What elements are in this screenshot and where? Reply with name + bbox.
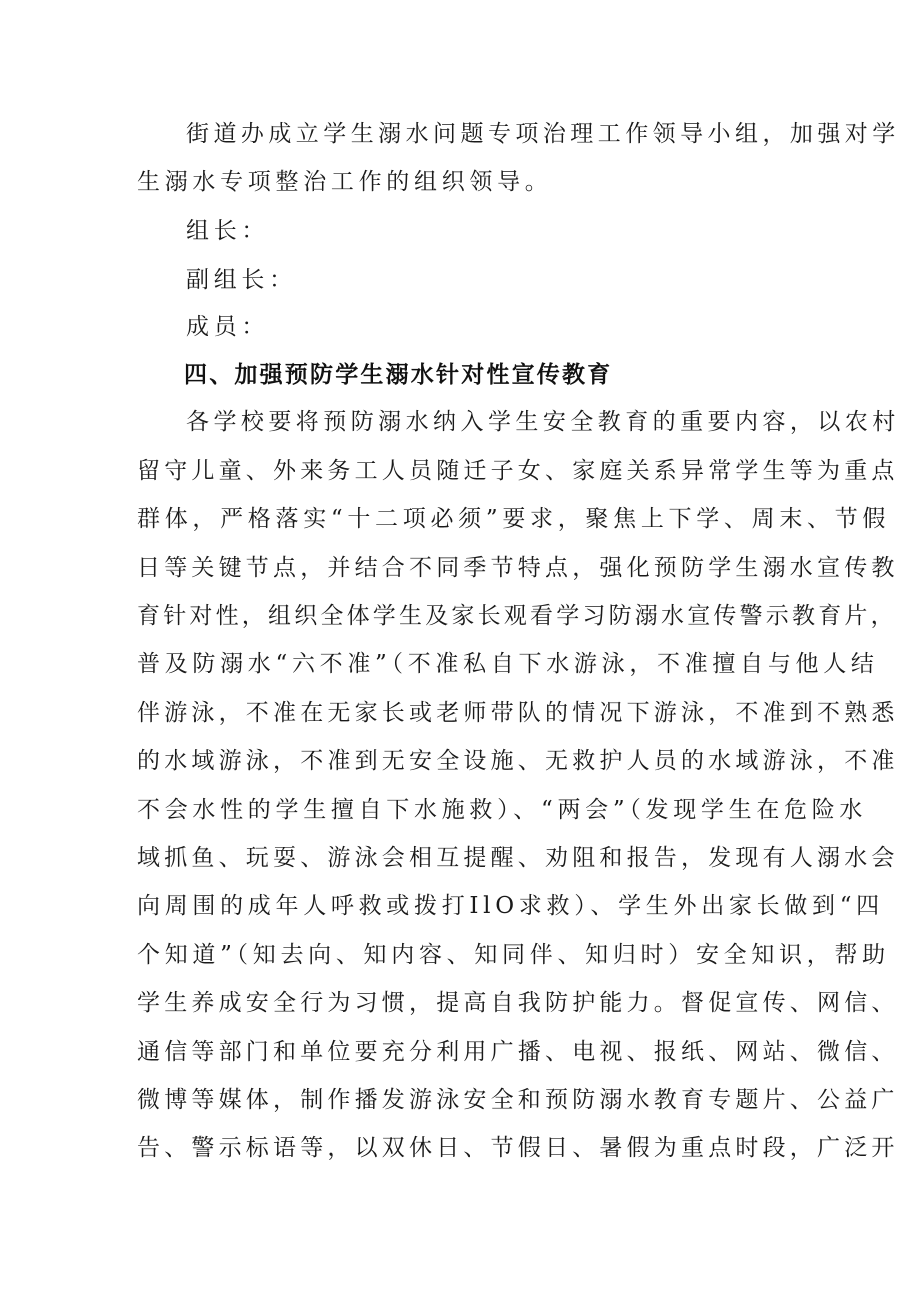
- role-members: [0, 303, 920, 351]
- body-line: [0, 1028, 920, 1076]
- body-line: [0, 592, 920, 640]
- body-line: [0, 544, 920, 592]
- role-deputy-leader: [0, 256, 920, 304]
- intro-line-1: [0, 110, 920, 158]
- intro-line-2: [0, 158, 920, 206]
- body-line-text: 不会水性的学生擅自下水施救）、“两会”（发现学生在危险水: [137, 797, 868, 823]
- body-line-text: 群体，严格落实“十二项必须”要求，聚焦上下学、周末、节假: [137, 506, 891, 532]
- body-line: [0, 1124, 920, 1172]
- section-heading: [0, 351, 920, 399]
- body-line-text: 告、警示标语等，以双休日、节假日、暑假为重点时段，广泛开: [137, 1135, 899, 1161]
- body-line: [0, 931, 920, 979]
- body-line-text: 个知道”（知去向、知内容、知同伴、知归时）安全知识，帮助: [137, 942, 890, 968]
- role-members-text: 成员：: [186, 314, 270, 340]
- body-line: [0, 786, 920, 834]
- body-line: [0, 640, 920, 688]
- body-line: [0, 398, 920, 446]
- body-line-text: 育针对性，组织全体学生及家长观看学习防溺水宣传警示教育片，: [137, 603, 897, 629]
- section-heading-text: 四、加强预防学生溺水针对性宣传教育: [184, 362, 613, 388]
- role-deputy-leader-text: 副组长：: [186, 267, 297, 293]
- role-leader: [0, 207, 920, 255]
- body-line: [0, 737, 920, 785]
- intro-line-2-text: 生溺水专项整治工作的组织领导。: [137, 169, 553, 195]
- body-line-text: 日等关键节点，并结合不同季节特点，强化预防学生溺水宣传教: [137, 555, 899, 581]
- body-line: [0, 1076, 920, 1124]
- body-line: [0, 979, 920, 1027]
- body-line-text: 域抓鱼、玩耍、游泳会相互提醒、劝阻和报告，发现有人溺水会: [137, 845, 899, 871]
- body-line-text: 学生养成安全行为习惯，提高自我防护能力。督促宣传、网信、: [137, 990, 899, 1016]
- role-leader-text: 组长：: [186, 218, 270, 244]
- body-line-text: 向周围的成年人呼救或拨打IlO求救）、学生外出家长做到“四: [137, 893, 884, 919]
- body-line: [0, 834, 920, 882]
- body-line-text: 普及防溺水“六不准”（不准私自下水游泳，不准擅自与他人结: [137, 651, 879, 677]
- body-line: [0, 447, 920, 495]
- body-line-text: 通信等部门和单位要充分利用广播、电视、报纸、网站、微信、: [137, 1039, 899, 1065]
- body-line-text: 微博等媒体，制作播发游泳安全和预防溺水教育专题片、公益广: [137, 1087, 899, 1113]
- body-line: [0, 495, 920, 543]
- body-line-text: 的水域游泳，不准到无安全设施、无救护人员的水域游泳，不准: [137, 748, 899, 774]
- body-line-text: 伴游泳，不准在无家长或老师带队的情况下游泳，不准到不熟悉: [137, 700, 899, 726]
- body-line: [0, 689, 920, 737]
- body-line-text: 留守儿童、外来务工人员随迁子女、家庭关系异常学生等为重点: [137, 458, 899, 484]
- body-line-text: 各学校要将预防溺水纳入学生安全教育的重要内容，以农村: [186, 409, 900, 435]
- intro-line-1-text: 街道办成立学生溺水问题专项治理工作领导小组，加强对学: [186, 121, 900, 147]
- body-line: [0, 882, 920, 930]
